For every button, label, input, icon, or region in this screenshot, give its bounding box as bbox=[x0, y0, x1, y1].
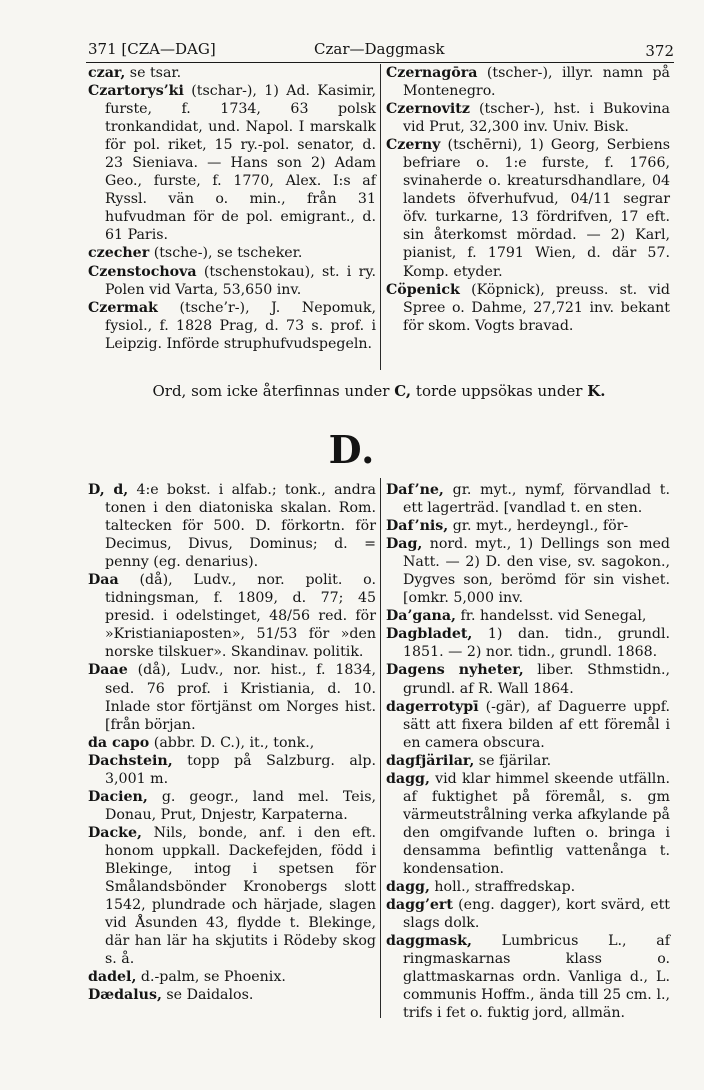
headword: dagg’ert bbox=[386, 897, 453, 914]
definition: (tscher-), hst. i Bukovina vid Prut, 32,300 inv. Univ. Bisk. bbox=[403, 101, 670, 136]
definition: nord. myt., 1) Dellings son med Natt. — 2) D. den vise, sv. sagokon., Dygves son, berömd för sin vishet. [omkr. 5,000 inv. bbox=[403, 536, 670, 607]
headword: Dacien, bbox=[88, 788, 148, 805]
header-page-number: 372 bbox=[645, 42, 674, 60]
definition: d.-palm, se Phoenix. bbox=[136, 969, 286, 986]
header-left-range: 371 [CZA—DAG] bbox=[88, 40, 216, 58]
headword: dagg, bbox=[386, 770, 430, 787]
bottom-left-column bbox=[88, 481, 376, 1004]
entry bbox=[386, 136, 670, 280]
headword: Daae bbox=[88, 662, 128, 679]
definition: fr. handelsst. vid Senegal, bbox=[456, 608, 647, 625]
entry bbox=[88, 968, 376, 986]
entry bbox=[386, 770, 670, 878]
definition: (då), Ludv., nor. hist., f. 1834, sed. 76 prof. i Kristiania, d. 10. Inlade stor förtjänst om Norges hist. [från början. bbox=[105, 662, 376, 733]
definition: gr. myt., nymf, förvandlad t. ett lagerträd. [vandlad t. en sten. bbox=[403, 482, 670, 517]
entry bbox=[386, 607, 670, 625]
headword: daggmask, bbox=[386, 933, 472, 950]
entry bbox=[88, 734, 376, 752]
entry bbox=[88, 263, 376, 299]
entry bbox=[386, 896, 670, 932]
entry bbox=[88, 752, 376, 788]
entry bbox=[386, 535, 670, 607]
entry bbox=[88, 64, 376, 82]
headword: Czernagōra bbox=[386, 65, 478, 81]
entry bbox=[88, 661, 376, 733]
entry bbox=[88, 824, 376, 968]
definition: (tscher-), illyr. namn på Montenegro. bbox=[403, 65, 670, 100]
column-divider-top bbox=[380, 64, 381, 370]
cross-reference-note bbox=[88, 382, 670, 400]
headword: dagfjärilar, bbox=[386, 752, 475, 769]
headword: Czerny bbox=[386, 137, 441, 154]
definition: 1) dan. tidn., grundl. 1851. — 2) nor. tidn., grundl. 1868. bbox=[403, 626, 670, 661]
entry bbox=[386, 932, 670, 1022]
headword: Dagens nyheter, bbox=[386, 662, 524, 679]
header-rule bbox=[86, 62, 674, 63]
headword: Daf’nis, bbox=[386, 518, 449, 535]
headword: Da’gana, bbox=[386, 608, 456, 625]
bottom-right-column bbox=[386, 481, 670, 1022]
definition: liber. Sthmstidn., grundl. af R. Wall 1864. bbox=[403, 662, 670, 697]
definition: (eng. dagger), kort svärd, ett slags dolk. bbox=[403, 897, 670, 932]
headword: Daf’ne, bbox=[386, 482, 444, 498]
headword: dadel, bbox=[88, 969, 137, 986]
entry bbox=[88, 571, 376, 661]
definition: (tsche’r-), J. Nepomuk, fysiol., f. 1828 Prag, d. 73 s. prof. i Leipzig. Införde struphufvudspegeln. bbox=[105, 299, 376, 352]
top-left-column bbox=[88, 64, 376, 353]
entry bbox=[386, 481, 670, 517]
entry bbox=[88, 788, 376, 824]
definition: (tschenstokau), st. i ry. Polen vid Varta, 53,650 inv. bbox=[105, 263, 376, 298]
definition: (-gär), af Daguerre uppf. sätt att fixera bilden af ett föremål i en camera obscura. bbox=[403, 698, 670, 751]
headword: Dagbladet, bbox=[386, 626, 473, 643]
definition: Lumbricus L., af ringmaskarnas klass o. glattmaskarnas ordn. Vanliga d., L. communis Hoffm., ända till 25 cm. l., trifs i fet o. fuktig jord, allmän. bbox=[403, 933, 670, 1022]
note-letter-k: K. bbox=[587, 382, 606, 400]
headword: czar, bbox=[88, 65, 126, 81]
header-center-title: Czar—Daggmask bbox=[314, 40, 445, 58]
definition: (då), Ludv., nor. polit. o. tidningsman, f. 1809, d. 77; 45 presid. i odelstinget, 48/56 red. för »Kristianiaposten», 51/53 för »den norske tilskuer». Skandinav. politik. bbox=[105, 572, 376, 661]
definition: holl., straffredskap. bbox=[429, 879, 576, 896]
entry bbox=[88, 481, 376, 571]
entry bbox=[386, 698, 670, 752]
entry bbox=[386, 100, 670, 136]
headword: Czernovitz bbox=[386, 101, 470, 118]
note-text-a: Ord, som icke återfinnas under bbox=[152, 382, 395, 400]
running-header bbox=[88, 40, 674, 62]
headword: dagerrotypī bbox=[386, 698, 479, 715]
headword: da capo bbox=[88, 734, 150, 751]
headword: dagg, bbox=[386, 879, 430, 896]
definition: g. geogr., land mel. Teis, Donau, Prut, Dnjestr, Karpaterna. bbox=[105, 788, 376, 823]
definition: se fjärilar. bbox=[474, 752, 552, 769]
definition: 4:e bokst. i alfab.; tonk., andra tonen i den diatoniska skalan. Rom. taltecken för 500. D. förkortn. för Decimus, Divus, Dominus; d. = penny (eg. denarius). bbox=[105, 482, 376, 571]
definition: se Daidalos. bbox=[161, 987, 254, 1004]
headword: Cöpenick bbox=[386, 281, 460, 298]
definition: (tschar-), 1) Ad. Kasimir, furste, f. 1734, 63 polsk tronkandidat, und. Napol. I marskalk för pol. riket, 15 ry.-pol. senator, d. 23 Sieniava. — Hans son 2) Adam Geo., furste, f. 1770, Alex. I:s af Ryssl. vän o. min., från 31 hufvudman för de pol. emigrant., d. 61 Paris. bbox=[105, 83, 376, 244]
entry bbox=[88, 244, 376, 262]
headword: Dachstein, bbox=[88, 752, 173, 769]
definition: (Köpnick), preuss. st. vid Spree o. Dahme, 27,721 inv. bekant för skom. Vogts bravad. bbox=[403, 281, 670, 334]
definition: (tschērni), 1) Georg, Serbiens befriare o. 1:e furste, f. 1766, svinaherde o. kreatursdhandlare, 04 landets öfverhufvud, 04/11 segrar öfv. turkarne, 13 fördrifven, 17 eft. sin återkomst mördad. — 2) Karl, pianist, f. 1791 Wien, d. där 57. Komp. etyder. bbox=[403, 137, 670, 280]
headword: Dacke, bbox=[88, 824, 142, 841]
headword: Dædalus, bbox=[88, 987, 162, 1004]
entry bbox=[386, 64, 670, 100]
entry bbox=[386, 517, 670, 535]
definition: se tsar. bbox=[125, 65, 182, 81]
headword: Dag, bbox=[386, 536, 423, 553]
note-text-b: torde uppsökas under bbox=[411, 382, 588, 400]
entry bbox=[386, 878, 670, 896]
definition: (tsche-), se tscheker. bbox=[149, 245, 303, 262]
definition: topp på Salzburg. alp. 3,001 m. bbox=[105, 752, 376, 787]
entry bbox=[88, 986, 376, 1004]
headword: Czenstochova bbox=[88, 263, 197, 280]
headword: Czartorys’ki bbox=[88, 83, 184, 100]
section-letter-heading: D. bbox=[328, 427, 376, 472]
entry bbox=[386, 752, 670, 770]
note-letter-c: C, bbox=[394, 382, 412, 400]
headword: czecher bbox=[88, 245, 150, 262]
definition: (abbr. D. C.), it., tonk., bbox=[149, 734, 315, 751]
entry bbox=[386, 281, 670, 335]
top-right-column bbox=[386, 64, 670, 335]
entry bbox=[386, 625, 670, 661]
definition: vid klar himmel skeende utfälln. af fuktighet på föremål, s. gm värmeutstrålning verka afkylande på den omgifvande luften o. bringa i densamma befintlig vattenånga t. kondensation. bbox=[403, 770, 670, 877]
definition: Nils, bonde, anf. i den eft. honom uppkall. Dackefejden, född i Blekinge, intog i spetsen för Smålandsbönder Kronobergs slott 1542, plundrade och härjade, slagen vid Åsunden 43, flydde t. Blekinge, där han lär ha skjutits i Rödeby skog s. å. bbox=[105, 824, 376, 968]
headword: Daa bbox=[88, 572, 119, 589]
headword: Czermak bbox=[88, 299, 158, 316]
headword: D, d, bbox=[88, 482, 129, 498]
entry bbox=[88, 82, 376, 244]
column-divider-bottom bbox=[380, 478, 381, 1018]
entry bbox=[386, 661, 670, 697]
definition: gr. myt., herdeyngl., för- bbox=[448, 518, 629, 535]
entry bbox=[88, 299, 376, 353]
